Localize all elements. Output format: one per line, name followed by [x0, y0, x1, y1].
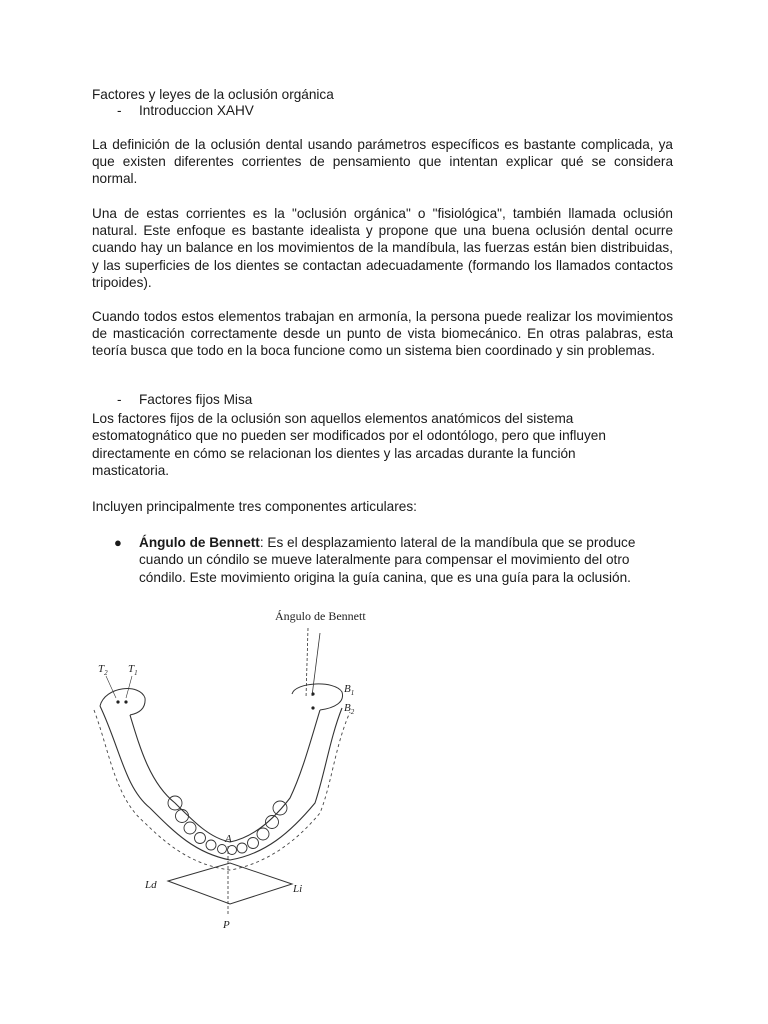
bullet-description: : Es el desplazamiento lateral de la mandíbula que se produce cuando un cóndilo se mueve lateralmente para compensar el movimiento del otro cóndilo. Este movimiento origina la guía canina, que es una guía para la oclusión.	[139, 535, 636, 585]
bennett-axis-line	[306, 628, 308, 698]
section-heading-fixed-factors: Factores fijos Misa	[139, 392, 253, 407]
paragraph-organic-occlusion: Una de estas corrientes es la "oclusión orgánica" o "fisiológica", también llamada oclusión natural. Este enfoque es bastante idealista y propone que una buena oclusión dental ocurre cuando hay un balance en los movimientos de la mandíbula, las fuerzas están bien distribuidas, y las superficies de los dientes se contactan adecuadamente (formando los llamados contactos tripoides).	[92, 206, 673, 290]
label-t1: $T_1$	[128, 663, 138, 677]
label-b1: $B_1$	[344, 683, 355, 697]
section-heading-intro: Introduccion XAHV	[139, 103, 254, 118]
bullet-term: Ángulo de Bennett	[139, 535, 260, 550]
paragraph-fixed-factors: Los factores fijos de la oclusión son aquellos elementos anatómicos del sistema estomatognático que no pueden ser modificados por el odontólogo, pero que influyen directamente en cómo se relacionan los dientes y las arcadas durante la función masticatoria.	[92, 411, 606, 479]
condyle-left	[100, 689, 145, 715]
label-a: A	[225, 833, 232, 845]
figure-caption: Ángulo de Bennett	[275, 609, 366, 623]
condyle-right	[292, 684, 343, 710]
paragraph-definition: La definición de la oclusión dental usando parámetros específicos es bastante complicada, ya que existen diferentes corrientes de pensamiento que intentan explicar qué se considera normal.	[92, 137, 673, 187]
leader-t1	[126, 676, 132, 698]
bennett-angle-line	[312, 633, 320, 696]
list-marker: -	[117, 392, 122, 407]
mandible-displaced-outline	[94, 710, 350, 870]
label-li: Li	[293, 883, 303, 895]
mandible-inner-outline	[130, 710, 320, 842]
paragraph-harmony: Cuando todos estos elementos trabajan en armonía, la persona puede realizar los movimientos de masticación correctamente desde un punto de vista biomecánico. En otras palabras, esta teoría busca que todo en la boca funcione como un sistema bien coordinado y sin problemas.	[92, 309, 673, 359]
bullet-marker: ●	[114, 535, 122, 550]
document-title: Factores y leyes de la oclusión orgánica	[92, 87, 334, 102]
label-p: P	[223, 919, 230, 931]
occlusal-plane	[168, 863, 292, 904]
list-marker: -	[117, 103, 122, 118]
label-t2: $T_2$	[98, 663, 108, 677]
mandible-diagram	[80, 598, 400, 938]
label-ld: Ld	[145, 879, 157, 891]
mandible-outline	[100, 706, 342, 860]
bullet-item-bennett	[139, 534, 679, 586]
paragraph-components: Incluyen principalmente tres componentes articulares:	[92, 499, 417, 514]
label-b2: $B_2$	[344, 702, 355, 716]
